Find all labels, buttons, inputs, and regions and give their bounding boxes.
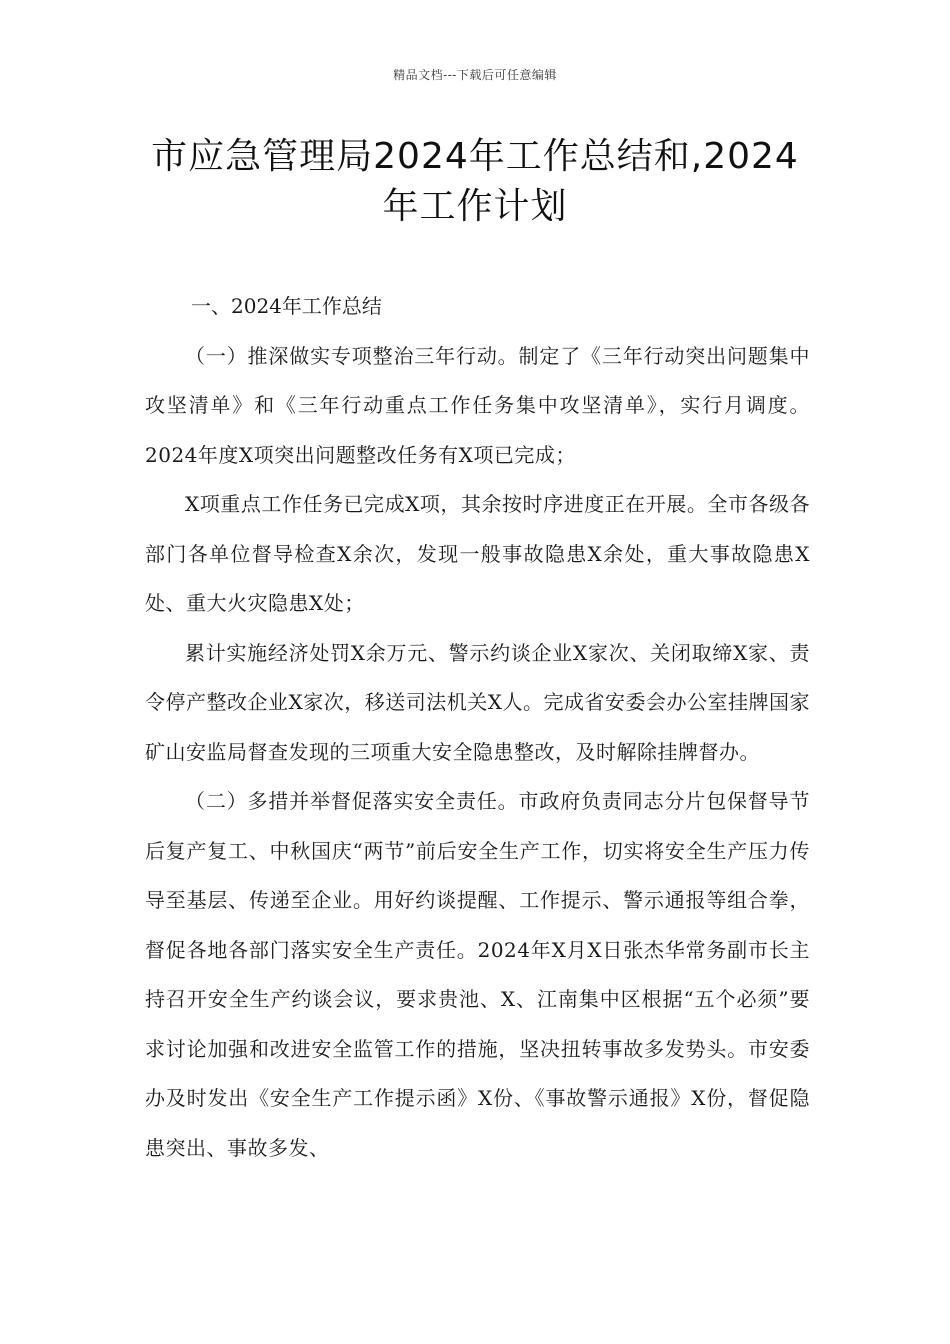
header-note: 精品文档---下载后可任意编辑: [393, 68, 557, 82]
paragraph: X项重点工作任务已完成X项，其余按时序进度正在开展。全市各级各部门各单位督导检查X余次，发现一般事故隐患X余处，重大事故隐患X处、重大火灾隐患X处；: [145, 492, 810, 615]
paragraph: 累计实施经济处罚X余万元、警示约谈企业X家次、关闭取缔X家、责令停产整改企业X家次，移送司法机关X人。完成省安委会办公室挂牌国家矿山安监局督查发现的三项重大安全隐患整改，及时解除挂牌督办。: [145, 640, 810, 764]
section-heading: 一、2024年工作总结: [191, 294, 382, 318]
paragraph: （一）推深做实专项整治三年行动。制定了《三年行动突出问题集中攻坚清单》和《三年行动重点工作任务集中攻坚清单》，实行月调度。2024年度X项突出问题整改任务有X项已完成；: [145, 343, 810, 467]
document-body: [145, 282, 810, 1173]
document-title: [120, 132, 830, 232]
paragraph: （二）多措并举督促落实安全责任。市政府负责同志分片包保督导节后复产复工、中秋国庆“两节”前后安全生产工作，切实将安全生产压力传导至基层、传递至企业。用好约谈提醒、工作提示、警示通报等组合拳，督促各地各部门落实安全生产责任。2024年X月X日张杰华常务副市长主持召开安全生产约谈会议，要求贵池、X、江南集中区根据“五个必须”要求讨论加强和改进安全监管工作的措施，坚决扭转事故多发势头。市安委办及时发出《安全生产工作提示函》X份、《事故警示通报》X份，督促隐患突出、事故多发、: [145, 789, 810, 1160]
title-line-1: 市应急管理局2024年工作总结和,2024: [151, 136, 799, 177]
title-line-2: 年工作计划: [382, 186, 568, 227]
